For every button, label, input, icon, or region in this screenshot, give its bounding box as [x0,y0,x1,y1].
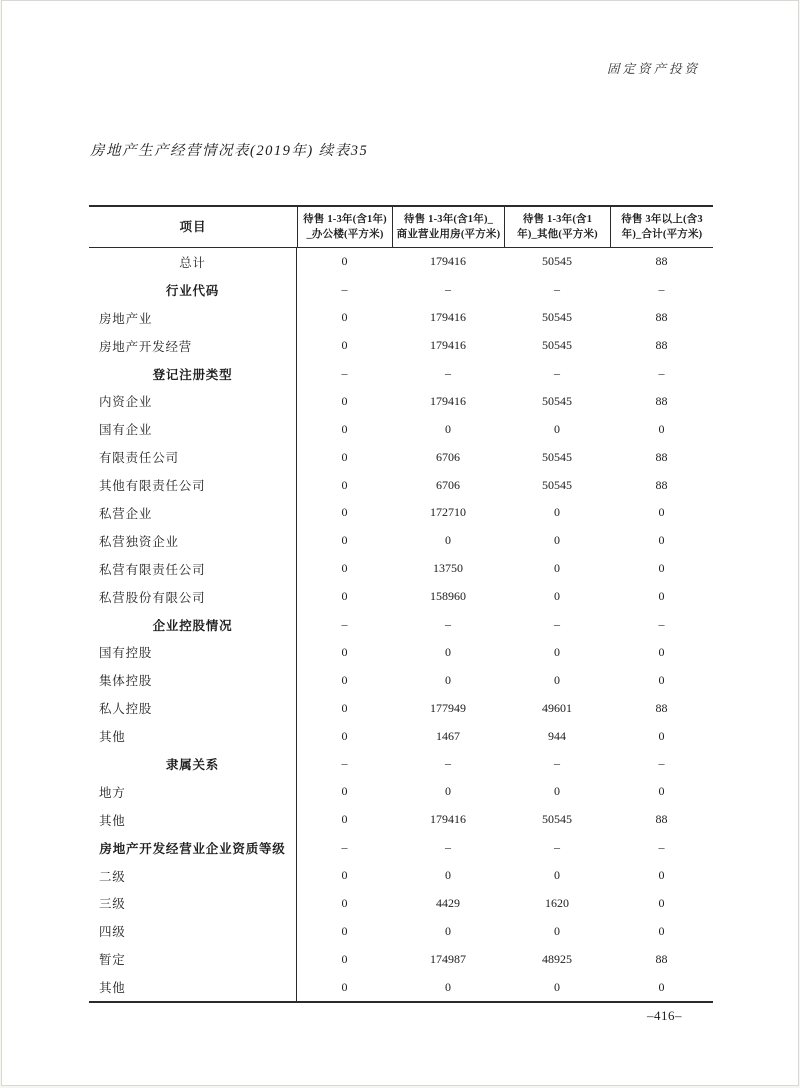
row-label: 隶属关系 [89,750,297,778]
row-value: 0 [445,868,451,883]
table-row [89,499,713,527]
column-header-line: 商业营业用房(平方米) [396,229,501,240]
row-value: 0 [341,254,348,269]
row-value: 48925 [542,951,572,966]
row-value: 0 [554,589,560,604]
row-value: 0 [658,895,665,910]
table-row [89,973,713,1001]
row-value: – [445,366,451,380]
row-value: 0 [341,533,348,548]
row-label: 房地产开发经营业企业资质等级 [89,834,297,862]
row-value: – [658,756,665,771]
row-value: 0 [658,505,665,520]
row-value: 50545 [542,254,572,269]
row-value: 0 [658,561,665,576]
row-label: 登记注册类型 [89,360,297,388]
column-header-item: 项目 [179,219,207,234]
row-value: 0 [554,421,560,436]
row-value: 6706 [436,477,460,492]
row-value: 172710 [430,505,466,520]
page-title: 房地产生产经营情况表(2019年) 续表35 [90,143,369,159]
row-value: 1620 [545,895,569,910]
row-value: 0 [341,728,348,743]
row-value: 0 [341,421,348,436]
row-label: 房地产业 [89,304,297,332]
row-value: 0 [658,421,665,436]
row-label: 其他 [89,806,297,834]
row-value: 50545 [542,310,572,325]
column-header-office [297,207,392,247]
row-value: 6706 [436,449,460,464]
table-row [89,611,713,639]
row-value: 0 [341,477,348,492]
chapter-header: 固定资产投资 [606,62,700,76]
row-value: 88 [655,393,668,408]
table-row [89,945,713,973]
table-row [89,694,713,722]
table-row [89,862,713,890]
row-value: 179416 [430,254,466,269]
row-value: – [341,617,348,632]
row-value: – [341,840,348,855]
table-row [89,527,713,555]
row-value: 88 [655,477,668,492]
column-header-total [610,207,713,247]
statistics-table [89,205,713,1003]
table-row [89,834,713,862]
row-value: 0 [341,338,348,353]
row-value: 179416 [430,393,466,408]
row-value: 179416 [430,812,466,827]
column-header-line: 年)_其他(平方米) [517,229,598,240]
row-value: 0 [658,923,665,938]
document-page [1,0,799,1086]
row-value: 88 [655,700,668,715]
row-label: 内资企业 [89,387,297,415]
table-header [89,207,713,248]
row-value: 0 [341,644,348,659]
row-value: – [445,840,451,855]
row-value: 0 [341,449,348,464]
table-row [89,917,713,945]
row-label: 国有企业 [89,415,297,443]
column-header-line: 待售 1-3年(含1年)_ [403,213,494,225]
row-value: 4429 [436,895,460,910]
table-row [89,443,713,471]
row-value: 50545 [542,393,572,408]
row-value: 0 [341,784,348,799]
column-header-line: 待售 1-3年(含1 [522,213,593,225]
row-label: 集体控股 [89,666,297,694]
table-row [89,248,713,276]
row-value: 0 [658,672,665,687]
column-header-line: 待售 3年以上(含3 [621,213,703,225]
row-value: 50545 [542,338,572,353]
table-row [89,304,713,332]
table-row [89,415,713,443]
row-value: – [554,617,560,632]
row-value: 50545 [542,449,572,464]
row-label: 二级 [89,862,297,890]
table-row [89,276,713,304]
row-value: 0 [554,784,560,799]
row-value: – [554,282,560,297]
row-value: – [341,366,348,380]
row-value: – [658,840,665,855]
row-value: – [658,366,665,380]
row-value: 1467 [436,728,460,743]
table-row [89,778,713,806]
row-value: 0 [341,700,348,715]
row-value: 0 [341,895,348,910]
table-row [89,471,713,499]
table-body [89,248,713,1001]
row-value: 0 [341,951,348,966]
row-value: – [658,617,665,632]
table-row [89,806,713,834]
row-value: – [341,756,348,771]
row-label: 行业代码 [89,276,297,304]
row-value: 0 [554,979,560,994]
row-value: 0 [554,672,560,687]
row-label: 私营有限责任公司 [89,555,297,583]
row-value: 0 [554,561,560,576]
row-label: 国有控股 [89,638,297,666]
row-value: 0 [341,310,348,325]
row-value: 0 [341,812,348,827]
row-value: 0 [658,784,665,799]
row-value: 158960 [430,589,466,604]
column-header-other [504,207,610,247]
row-label: 有限责任公司 [89,443,297,471]
row-value: 179416 [430,338,466,353]
page-number: –416– [647,1008,682,1023]
row-value: 50545 [542,477,572,492]
table-row [89,387,713,415]
row-label: 企业控股情况 [89,611,297,639]
row-label: 私营企业 [89,499,297,527]
row-value: 88 [655,310,668,325]
row-value: 0 [658,644,665,659]
row-value: 13750 [433,561,463,576]
row-value: – [554,840,560,855]
row-value: – [341,282,348,297]
table-row [89,666,713,694]
row-label: 三级 [89,889,297,917]
column-header-commercial [392,207,504,247]
row-label: 总计 [89,248,297,276]
row-value: 88 [655,254,668,269]
table-row [89,360,713,388]
row-value: 0 [658,979,665,994]
row-value: 0 [554,644,560,659]
column-header-line: 年)_合计(平方米) [621,229,703,240]
row-value: 0 [341,923,348,938]
table-row [89,722,713,750]
row-label: 其他有限责任公司 [89,471,297,499]
row-value: 50545 [542,812,572,827]
row-value: 0 [658,589,665,604]
row-value: 0 [445,644,451,659]
row-label: 地方 [89,778,297,806]
row-value: 0 [445,533,451,548]
row-value: – [554,756,560,771]
row-label: 暂定 [89,945,297,973]
row-value: 0 [554,923,560,938]
column-header-line: 待售 1-3年(含1年) [303,213,387,225]
row-value: 0 [445,672,451,687]
row-value: 174987 [430,951,466,966]
row-value: 0 [341,589,348,604]
table-row [89,638,713,666]
row-value: – [554,366,560,380]
row-label: 私营独资企业 [89,527,297,555]
table-row [89,583,713,611]
row-value: 88 [655,338,668,353]
row-value: 0 [445,784,451,799]
row-value: 0 [658,728,665,743]
row-value: 177949 [430,700,466,715]
row-value: 0 [658,868,665,883]
row-value: 0 [341,868,348,883]
table-row [89,332,713,360]
row-value: 0 [554,868,560,883]
row-value: 88 [655,812,668,827]
row-label: 私人控股 [89,694,297,722]
row-value: – [445,617,451,632]
row-label: 四级 [89,917,297,945]
row-value: 88 [655,449,668,464]
row-value: 88 [655,951,668,966]
table-row [89,889,713,917]
row-value: – [445,756,451,771]
row-value: 49601 [542,700,572,715]
row-value: 0 [445,979,451,994]
row-label: 其他 [89,973,297,1001]
row-label: 房地产开发经营 [89,332,297,360]
row-value: 944 [548,728,566,743]
row-value: 0 [554,533,560,548]
row-value: 0 [658,533,665,548]
row-value: 0 [341,672,348,687]
column-header-line: _办公楼(平方米) [306,229,384,240]
table-row [89,750,713,778]
row-value: – [445,282,451,297]
row-value: 0 [445,421,451,436]
row-value: 0 [341,561,348,576]
row-label: 私营股份有限公司 [89,583,297,611]
row-value: 0 [341,393,348,408]
row-value: – [658,282,665,297]
row-value: 0 [341,979,348,994]
row-value: 179416 [430,310,466,325]
row-value: 0 [341,505,348,520]
table-row [89,555,713,583]
row-value: 0 [445,923,451,938]
row-value: 0 [554,505,560,520]
row-label: 其他 [89,722,297,750]
